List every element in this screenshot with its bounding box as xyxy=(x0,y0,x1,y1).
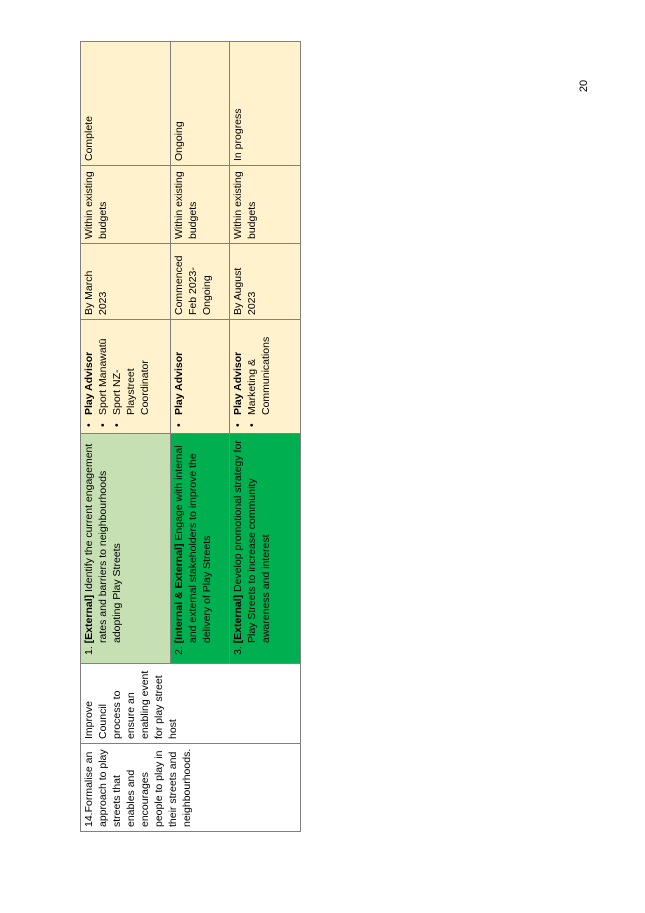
table-row xyxy=(81,42,171,832)
owner-item: Communications xyxy=(260,336,272,415)
owner-lead: Play Advisor xyxy=(232,351,244,415)
status-cell: In progress xyxy=(230,42,301,166)
action-plan-table xyxy=(80,41,301,832)
action-cell xyxy=(171,434,230,664)
outcome-cell: Improve Council process to ensure an enabling event for play street host xyxy=(81,664,301,744)
budget-cell: Within existing budgets xyxy=(81,166,171,244)
action-tag: [External] xyxy=(232,594,244,644)
owner-item: Coordinator xyxy=(139,360,151,415)
timeframe-cell: By March 2023 xyxy=(81,244,171,320)
action-text: Engage with internal and external stakeholders to improve the delivery of Play Streets xyxy=(173,445,213,643)
action-tag: [External] xyxy=(83,594,95,644)
owner-item: Playstreet xyxy=(125,368,137,415)
action-number: 2. xyxy=(173,646,185,655)
owner-lead: Play Advisor xyxy=(83,351,95,415)
budget-cell: Within existing budgets xyxy=(230,166,301,244)
action-number: 1. xyxy=(83,646,95,655)
owner-cell xyxy=(171,320,230,434)
owner-item: • Marketing & xyxy=(245,324,259,415)
owner-item: • Sport Manawatū xyxy=(96,324,110,415)
budget-cell: Within existing budgets xyxy=(171,166,230,244)
status-cell: Complete xyxy=(81,42,171,166)
timeframe-cell: Commenced Feb 2023- Ongoing xyxy=(171,244,230,320)
objective-cell: 14.Formalise an approach to play streets that enables and encourages people to play in their streets and neighbourhoods. xyxy=(81,744,301,832)
owner-cell xyxy=(230,320,301,434)
timeframe-cell: By August 2023 xyxy=(230,244,301,320)
action-cell xyxy=(230,434,301,664)
owner-item: • Sport NZ- xyxy=(110,324,124,415)
action-number: 3. xyxy=(232,646,244,655)
action-cell xyxy=(81,434,171,664)
page-number: 20 xyxy=(578,79,590,93)
action-plan-table-region xyxy=(80,42,300,832)
action-tag: [Internal & External] xyxy=(173,543,185,644)
action-text: Identify the current engagement rates and barriers to neighbourhoods adopting Play Streets xyxy=(83,443,123,643)
owner-cell xyxy=(81,320,171,434)
owner-lead: Play Advisor xyxy=(173,351,185,415)
status-cell: Ongoing xyxy=(171,42,230,166)
action-text: Develop promotional strategy for Play Streets to increase community awareness and interest xyxy=(232,440,272,643)
